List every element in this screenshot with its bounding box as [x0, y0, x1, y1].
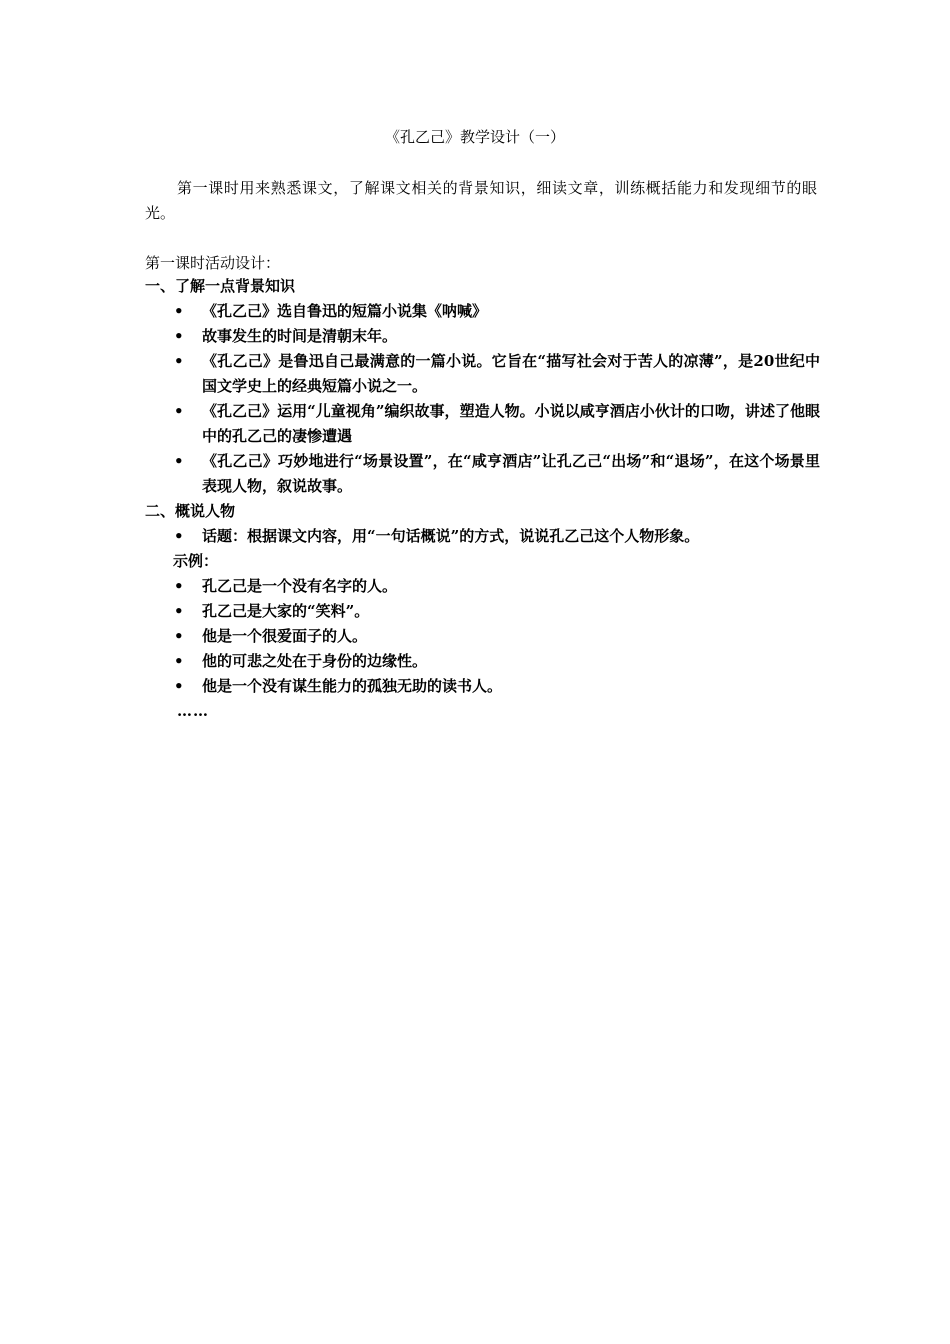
bullet-icon: • [174, 602, 184, 620]
intro-paragraph: 第一课时用来熟悉课文，了解课文相关的背景知识，细读文章，训练概括能力和发现细节的眼光。 [145, 179, 817, 222]
list-item-text: 他是一个很爱面子的人。 [202, 627, 368, 645]
example-label: 示例： [173, 552, 219, 570]
lesson-content [145, 274, 820, 724]
bullet-icon: • [174, 527, 184, 545]
list-item [145, 299, 820, 324]
list-item [145, 399, 820, 449]
list-item [145, 599, 820, 624]
bullet-icon: • [174, 677, 184, 695]
list-item [145, 524, 820, 549]
list-item [145, 674, 820, 699]
list-item [145, 349, 820, 399]
bullet-icon: • [174, 452, 184, 470]
list-item-text: 他的可悲之处在于身份的边缘性。 [202, 652, 428, 670]
bullet-icon: • [174, 302, 184, 320]
ellipsis: …… [177, 702, 209, 720]
list-item-text: 孔乙己是一个没有名字的人。 [202, 577, 398, 595]
list-item-text: 故事发生的时间是清朝末年。 [202, 327, 398, 345]
background-list [145, 299, 820, 499]
section-heading-character: 二、概说人物 [145, 502, 236, 520]
list-item [145, 649, 820, 674]
topic-text: 话题：根据课文内容，用“一句话概说”的方式，说说孔乙己这个人物形象。 [202, 527, 700, 545]
example-list [145, 574, 820, 699]
bullet-icon: • [174, 352, 184, 370]
list-item-text: 孔乙己是大家的“笑料”。 [202, 602, 370, 620]
bullet-icon: • [174, 577, 184, 595]
topic-list [145, 524, 820, 549]
list-item-text: 《孔乙己》选自鲁迅的短篇小说集《呐喊》 [202, 302, 488, 320]
activity-label: 第一课时活动设计： [145, 254, 281, 272]
list-item [145, 324, 820, 349]
section-heading-background: 一、了解一点背景知识 [145, 277, 296, 295]
bullet-icon: • [174, 652, 184, 670]
document-title: 《孔乙己》教学设计（一） [384, 128, 565, 146]
list-item-text: 他是一个没有谋生能力的孤独无助的读书人。 [202, 677, 503, 695]
bullet-icon: • [174, 327, 184, 345]
bullet-icon: • [174, 627, 184, 645]
bullet-icon: • [174, 402, 184, 420]
list-item [145, 449, 820, 499]
list-item-text: 《孔乙己》巧妙地进行“场景设置”，在“咸亨酒店”让孔乙己“出场”和“退场”，在这个场景里表现人物，叙说故事。 [202, 452, 820, 495]
list-item-text: 《孔乙己》是鲁迅自己最满意的一篇小说。它旨在“描写社会对于苦人的凉薄”，是20世纪中国文学史上的经典短篇小说之一。 [202, 352, 820, 395]
list-item-text: 《孔乙己》运用“儿童视角”编织故事，塑造人物。小说以咸亨酒店小伙计的口吻，讲述了他眼中的孔乙己的凄惨遭遇 [202, 402, 820, 445]
list-item [145, 624, 820, 649]
list-item [145, 574, 820, 599]
